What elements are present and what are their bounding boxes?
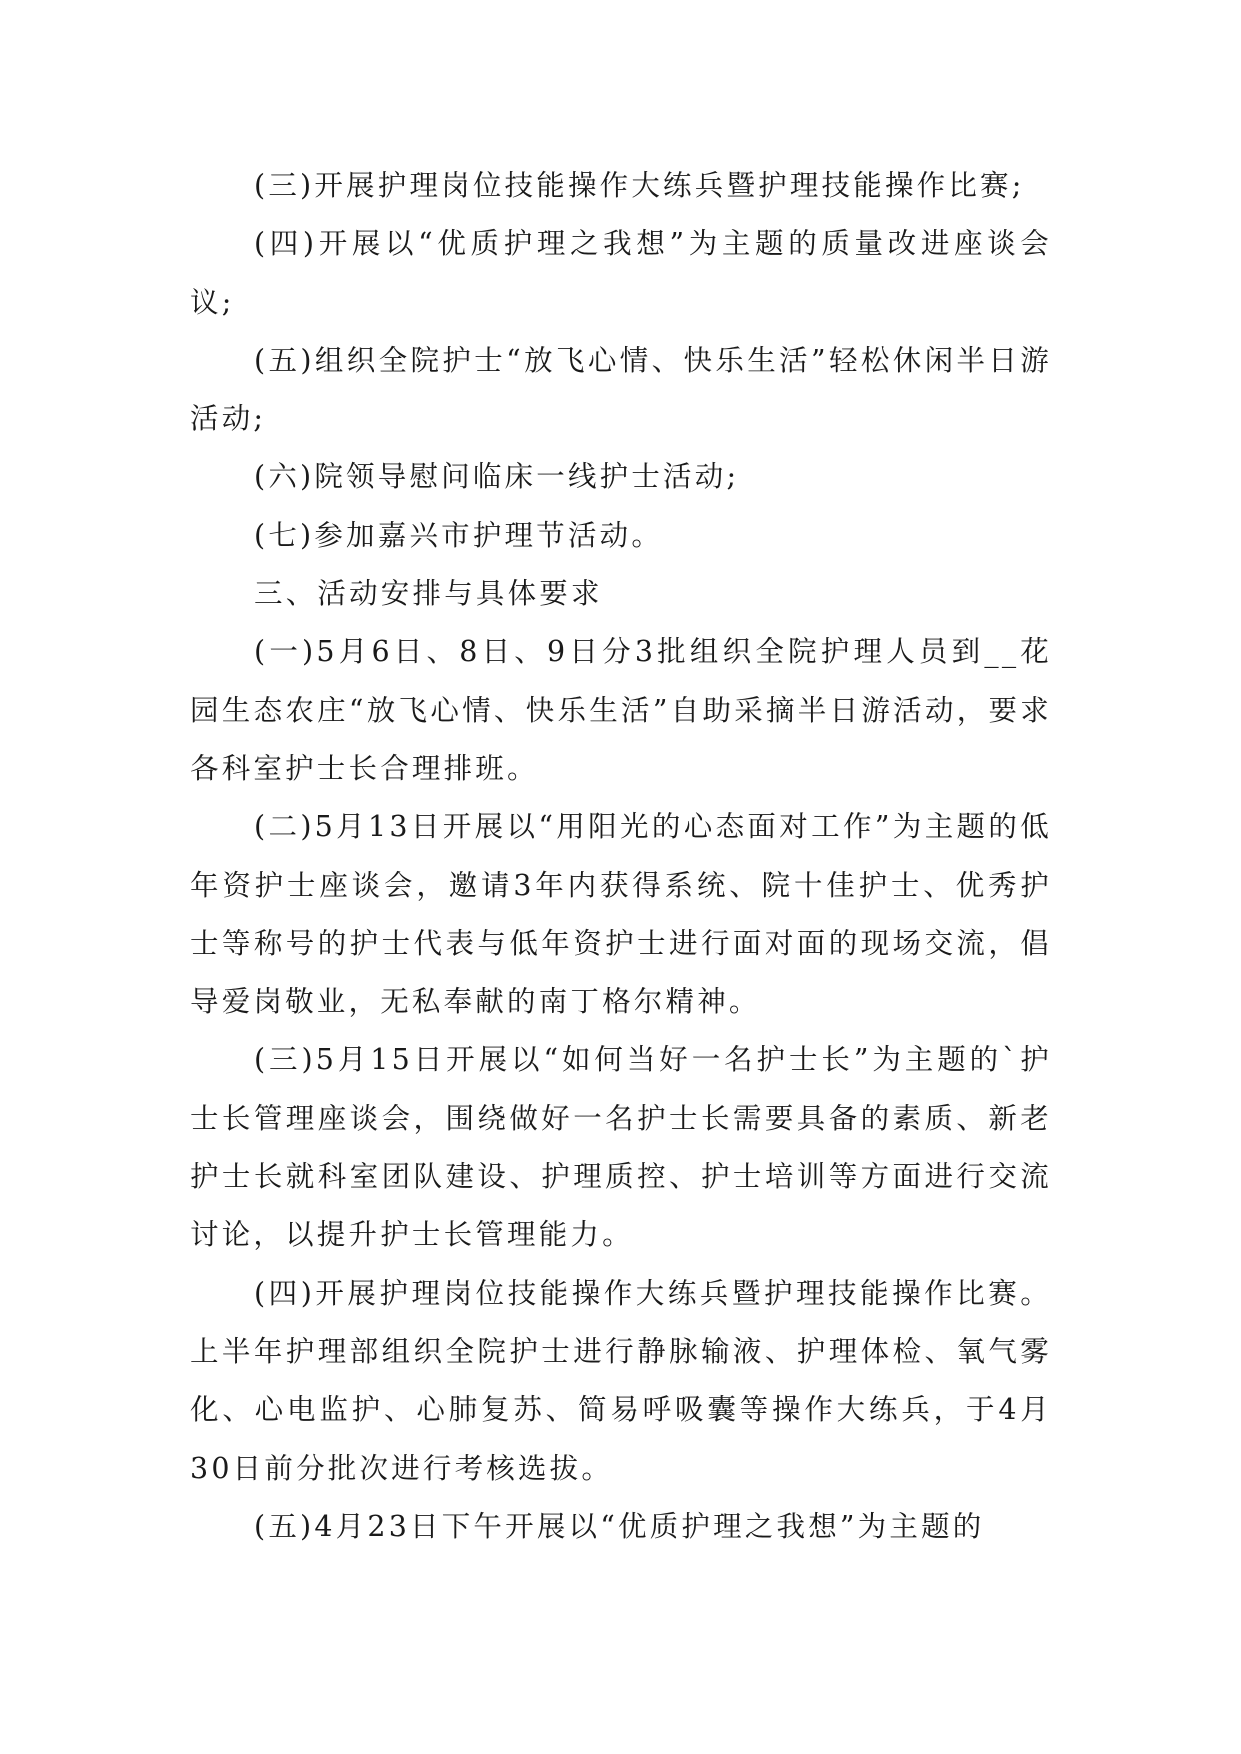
paragraph: (三)5月15日开展以“如何当好一名护士长”为主题的`护士长管理座谈会，围绕做好一名护士长需要具备的素质、新老护士长就科室团队建设、护理质控、护士培训等方面进行交流讨论，以提升护士长管理能力。 [190, 1043, 1052, 1252]
paragraph: (六)院领导慰问临床一线护士活动; [254, 460, 740, 494]
paragraph: (一)5月6日、8日、9日分3批组织全院护理人员到__花园生态农庄“放飞心情、快乐生活”自助采摘半日游活动，要求各科室护士长合理排班。 [190, 635, 1052, 785]
paragraph: (五)4月23日下午开展以“优质护理之我想”为主题的 [254, 1509, 985, 1543]
document-body [190, 157, 1052, 1556]
paragraph: (四)开展以“优质护理之我想”为主题的质量改进座谈会议; [190, 227, 1052, 319]
paragraph: (二)5月13日开展以“用阳光的心态面对工作”为主题的低年资护士座谈会，邀请3年内获得系统、院十佳护士、优秀护士等称号的护士代表与低年资护士进行面对面的现场交流，倡导爱岗敬业，无私奉献的南丁格尔精神。 [190, 810, 1052, 1019]
paragraph: (三)开展护理岗位技能操作大练兵暨护理技能操作比赛; [254, 169, 1025, 202]
paragraph: (五)组织全院护士“放飞心情、快乐生活”轻松休闲半日游活动; [190, 343, 1052, 436]
paragraph: (四)开展护理岗位技能操作大练兵暨护理技能操作比赛。上半年护理部组织全院护士进行静脉输液、护理体检、氧气雾化、心电监护、心肺复苏、简易呼吸囊等操作大练兵，于4月30日前分批次进行考核选拔。 [190, 1276, 1052, 1485]
section-heading: 三、活动安排与具体要求 [254, 577, 603, 611]
paragraph: (七)参加嘉兴市护理节活动。 [254, 518, 664, 552]
